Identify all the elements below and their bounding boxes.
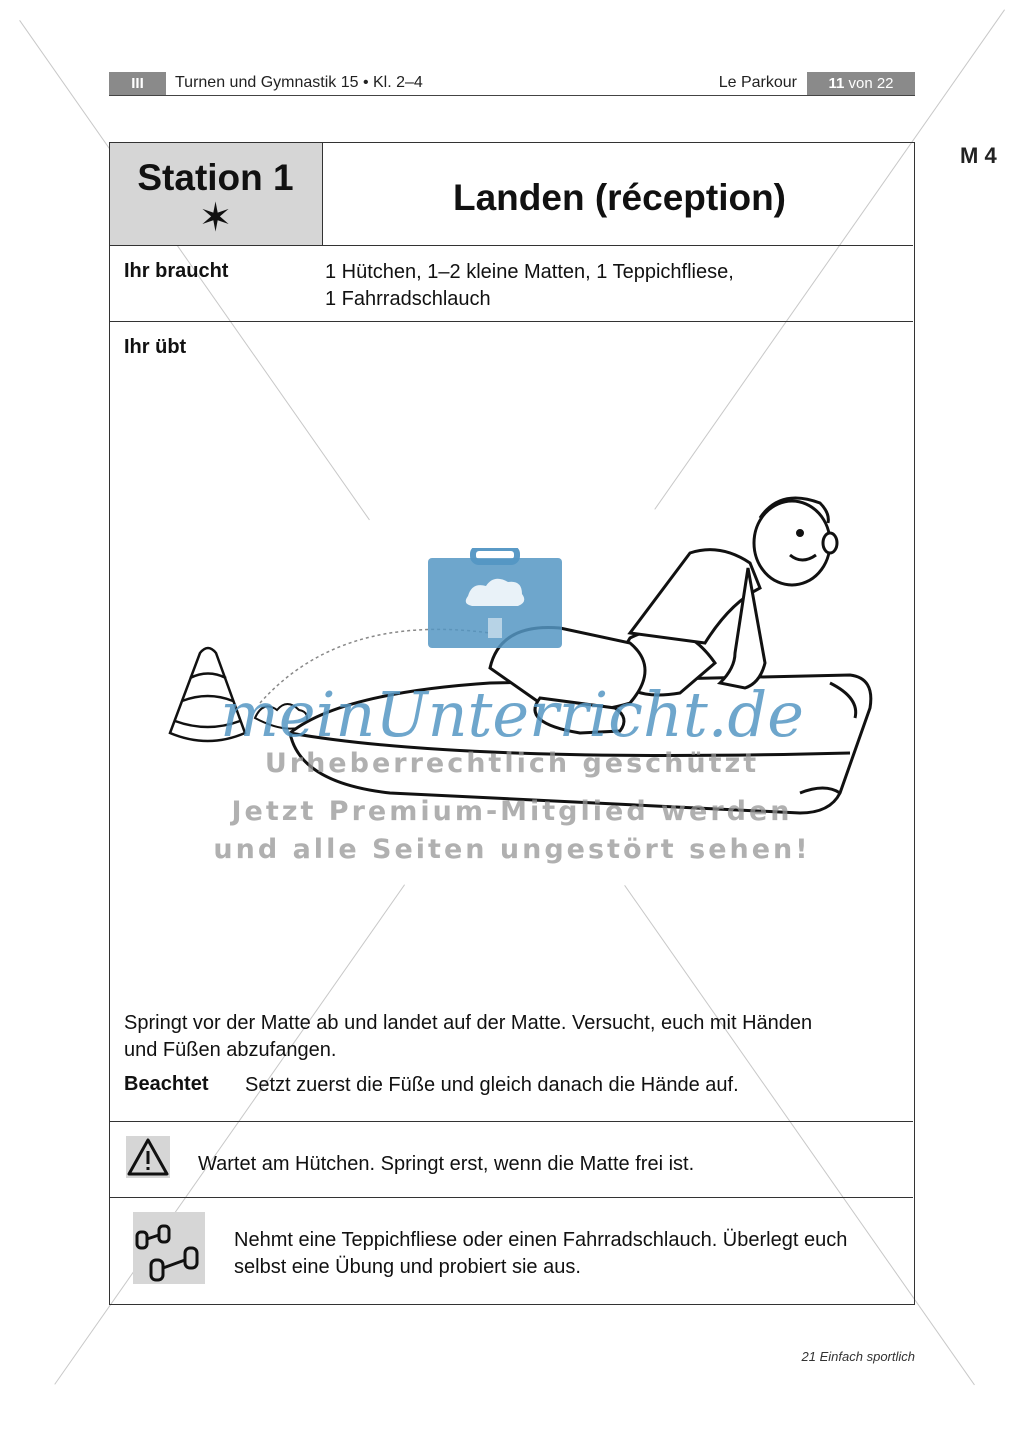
- page-current: 11: [828, 75, 845, 92]
- landing-illustration: [160, 493, 880, 843]
- warning-icon: [126, 1136, 170, 1178]
- watermark-line-2: Jetzt Premium-Mitglied werden: [231, 796, 793, 827]
- divider: [110, 321, 913, 322]
- material-code: M 4: [960, 143, 997, 168]
- divider: [110, 245, 913, 246]
- practice-line-2: und Füßen abzufangen.: [124, 1039, 337, 1061]
- station-title: Landen (réception): [452, 177, 787, 218]
- page-indicator: [807, 72, 915, 95]
- needs-line-2: 1 Fahrradschlauch: [325, 288, 491, 310]
- page-total: 22: [876, 75, 894, 92]
- footer-credit: 21 Einfach sportlich: [801, 1349, 915, 1364]
- station-label: Station 1: [137, 157, 294, 198]
- note-label: Beachtet: [124, 1073, 209, 1095]
- station-header: [110, 143, 323, 245]
- practice-label: Ihr übt: [124, 336, 187, 358]
- practice-line-1: Springt vor der Matte ab und landet auf der Matte. Versucht, euch mit Händen: [124, 1012, 813, 1034]
- divider: [110, 1197, 913, 1198]
- chapter-title: Le Parkour: [718, 74, 797, 91]
- page-header: [109, 72, 915, 96]
- note-text: Setzt zuerst die Füße und gleich danach die Hände auf.: [245, 1074, 739, 1096]
- extra-line-2: selbst eine Übung und probiert sie aus.: [234, 1256, 581, 1278]
- needs-line-1: 1 Hütchen, 1–2 kleine Matten, 1 Teppichfliese,: [325, 261, 734, 283]
- star-icon: ✶: [198, 196, 233, 240]
- series-mark: III: [109, 72, 166, 95]
- watermark-brand: meinUnterricht.de: [220, 678, 804, 751]
- briefcase-logo-icon: [428, 548, 562, 648]
- needs-label: Ihr braucht: [124, 260, 229, 282]
- page-sep: von: [848, 75, 873, 92]
- warning-text: Wartet am Hütchen. Springt erst, wenn die Matte frei ist.: [198, 1153, 695, 1175]
- extra-line-1: Nehmt eine Teppichfliese oder einen Fahrradschlauch. Überlegt euch: [234, 1229, 848, 1251]
- series-title: Turnen und Gymnastik 15 • Kl. 2–4: [175, 74, 423, 91]
- divider: [110, 1121, 913, 1122]
- dumbbell-icon: [133, 1212, 205, 1284]
- watermark-line-1: Urheberrechtlich geschützt: [264, 748, 760, 779]
- watermark-line-3: und alle Seiten ungestört sehen!: [213, 834, 811, 865]
